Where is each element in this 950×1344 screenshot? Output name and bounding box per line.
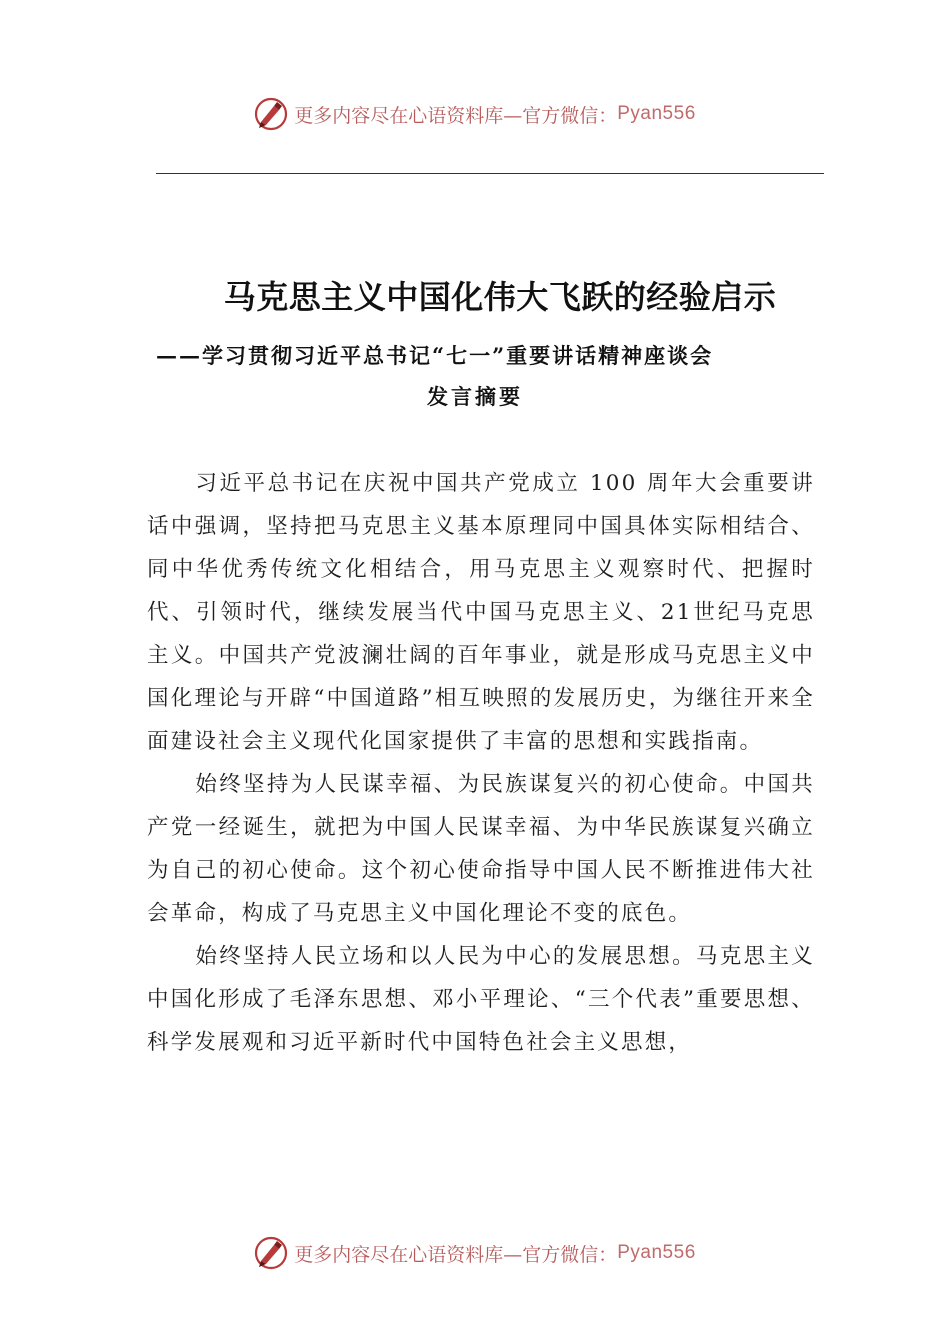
document-body <box>147 462 815 1064</box>
footer-wechat-id: Pyan556 <box>617 1242 696 1263</box>
header-banner <box>0 94 950 134</box>
document-subtitle: ——学习贯彻习近平总书记“七一”重要讲话精神座谈会 <box>156 343 714 368</box>
footer-banner <box>0 1233 950 1273</box>
pen-logo-icon <box>254 1236 288 1270</box>
paragraph: 始终坚持人民立场和以人民为中心的发展思想。马克思主义中国化形成了毛泽东思想、邓小平理论、“三个代表”重要思想、科学发展观和习近平新时代中国特色社会主义思想， <box>147 944 815 1055</box>
paragraph: 习近平总书记在庆祝中国共产党成立 100 周年大会重要讲话中强调，坚持把马克思主义基本原理同中国具体实际相结合、同中华优秀传统文化相结合，用马克思主义观察时代、把握时代、引领时代，继续发展当代中国马克思主义、21世纪马克思主义。中国共产党波澜壮阔的百年事业，就是形成马克思主义中国化理论与开辟“中国道路”相互映照的发展历史，为继往开来全面建设社会主义现代化国家提供了丰富的思想和实践指南。 <box>147 471 815 754</box>
pen-logo-icon <box>254 97 288 131</box>
header-banner-text: 更多内容尽在心语资料库—官方微信： <box>294 104 618 127</box>
footer-banner-text: 更多内容尽在心语资料库—官方微信： <box>294 1243 618 1266</box>
header-divider <box>156 173 824 174</box>
paragraph: 始终坚持为人民谋幸福、为民族谋复兴的初心使命。中国共产党一经诞生，就把为中国人民谋幸福、为中华民族谋复兴确立为自己的初心使命。这个初心使命指导中国人民不断推进伟大社会革命，构成了马克思主义中国化理论不变的底色。 <box>147 772 815 926</box>
document-subtitle-continued: 发言摘要 <box>427 384 523 409</box>
header-wechat-id: Pyan556 <box>617 103 696 124</box>
document-title: 马克思主义中国化伟大飞跃的经验启示 <box>223 278 777 316</box>
